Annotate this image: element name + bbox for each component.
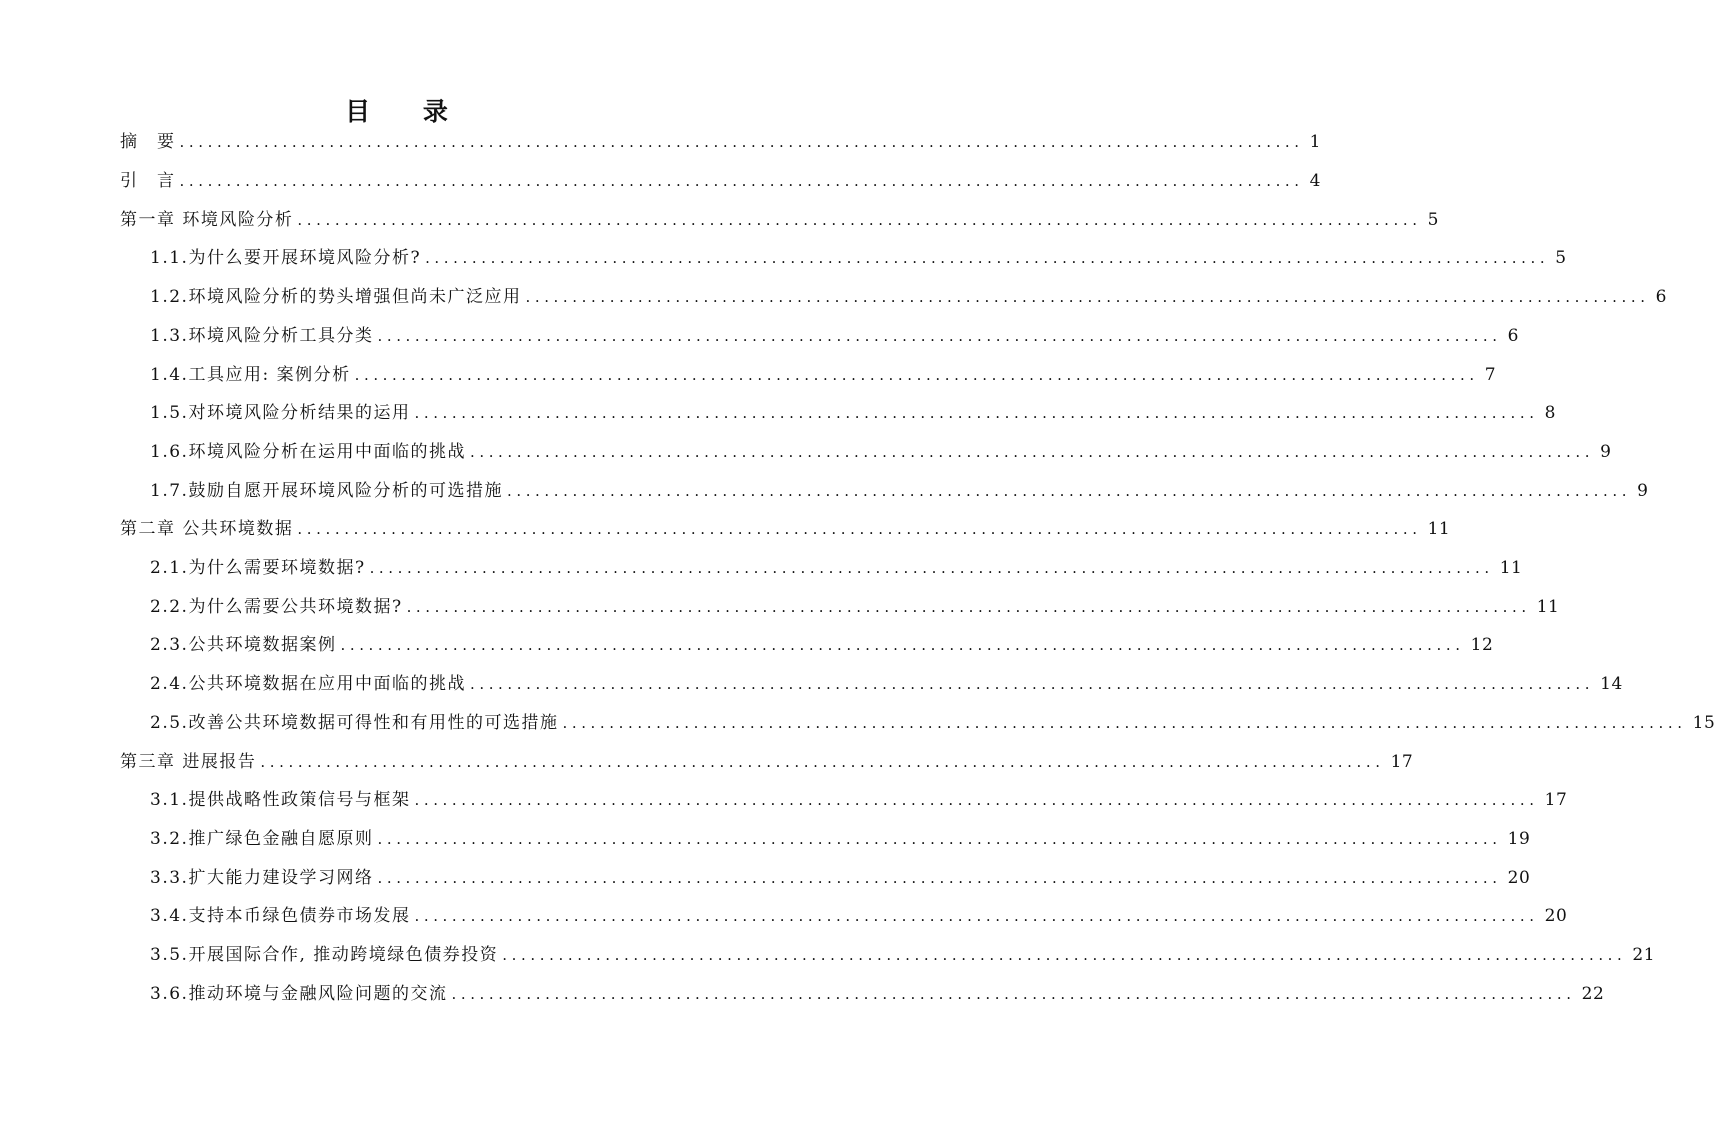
toc-entry-label: 1.4.工具应用: 案例分析 xyxy=(150,364,351,385)
toc-page-number: 9 xyxy=(1600,441,1612,462)
toc-page-number: 5 xyxy=(1555,248,1567,269)
toc-entry-label: 2.5.改善公共环境数据可得性和有用性的可选措施 xyxy=(150,712,559,733)
toc-page-number: 12 xyxy=(1470,635,1494,656)
toc-dot-leader: ........................................................................................................................ xyxy=(377,829,1502,848)
toc-dot-leader: ........................................................................................................................ xyxy=(502,946,1627,965)
toc-section-entry[interactable] xyxy=(150,858,1531,897)
toc-dot-leader: ........................................................................................................................ xyxy=(425,249,1550,268)
toc-section-entry[interactable] xyxy=(150,665,1623,704)
toc-chapter-entry[interactable] xyxy=(120,742,1414,781)
toc-dot-leader: ........................................................................................................................ xyxy=(340,636,1465,655)
toc-chapter-entry[interactable] xyxy=(120,123,1321,162)
toc-entry-label: 3.1.提供战略性政策信号与框架 xyxy=(150,790,411,811)
toc-entry-label: 1.2.环境风险分析的势头增强但尚未广泛应用 xyxy=(150,287,522,308)
toc-dot-leader: ........................................................................................................................ xyxy=(377,868,1502,887)
toc-entry-label: 引 言 xyxy=(120,171,176,192)
toc-entry-label: 2.3.公共环境数据案例 xyxy=(150,635,337,656)
toc-entry-label: 1.7.鼓励自愿开展环境风险分析的可选措施 xyxy=(150,480,503,501)
toc-page-number: 20 xyxy=(1544,906,1568,927)
toc-entry-label: 2.2.为什么需要公共环境数据? xyxy=(150,596,403,617)
toc-dot-leader: ........................................................................................................................ xyxy=(414,404,1539,423)
toc-section-entry[interactable] xyxy=(150,471,1649,510)
toc-dot-leader: ........................................................................................................................ xyxy=(525,288,1650,307)
toc-entry-label: 1.1.为什么要开展环境风险分析? xyxy=(150,248,422,269)
toc-page-number: 17 xyxy=(1390,751,1414,772)
toc-entry-label: 3.2.推广绿色金融自愿原则 xyxy=(150,828,374,849)
toc-dot-leader: ........................................................................................................................ xyxy=(354,365,1479,384)
toc-dot-leader: ........................................................................................................................ xyxy=(469,442,1595,461)
toc-page-number: 9 xyxy=(1637,480,1649,501)
toc-entry-label: 2.4.公共环境数据在应用中面临的挑战 xyxy=(150,674,466,695)
toc-dot-leader: ........................................................................................................................ xyxy=(406,597,1531,616)
toc-page-number: 17 xyxy=(1544,790,1568,811)
toc-page-number: 11 xyxy=(1499,558,1523,579)
toc-entry-label: 2.1.为什么需要环境数据? xyxy=(150,558,366,579)
toc-entry-label: 3.3.扩大能力建设学习网络 xyxy=(150,867,374,888)
toc-section-entry[interactable] xyxy=(150,278,1667,317)
toc-entry-label: 1.6.环境风险分析在运用中面临的挑战 xyxy=(150,441,466,462)
toc-section-entry[interactable] xyxy=(150,897,1568,936)
toc-entry-label: 第二章 公共环境数据 xyxy=(120,519,294,540)
toc-entry-label: 1.3.环境风险分析工具分类 xyxy=(150,325,374,346)
toc-dot-leader: ........................................................................................................................ xyxy=(562,713,1687,732)
toc-page-number: 21 xyxy=(1632,945,1656,966)
toc-page-number: 15 xyxy=(1692,712,1715,733)
toc-page-number: 7 xyxy=(1484,364,1497,385)
toc-dot-leader: ........................................................................................................................ xyxy=(260,752,1385,771)
toc-page-number: 1 xyxy=(1309,132,1321,153)
toc-page-number: 11 xyxy=(1427,519,1451,540)
toc-page-number: 20 xyxy=(1507,867,1531,888)
toc-chapter-entry[interactable] xyxy=(120,510,1451,549)
toc-entry-label: 3.5.开展国际合作, 推动跨境绿色债券投资 xyxy=(150,945,499,966)
toc-page-number: 22 xyxy=(1581,983,1605,1004)
toc-entry-label: 第三章 进展报告 xyxy=(120,751,257,772)
toc-page-number: 11 xyxy=(1536,596,1560,617)
toc-section-entry[interactable] xyxy=(150,936,1656,975)
toc-dot-leader: ........................................................................................................................ xyxy=(506,481,1632,500)
toc-section-entry[interactable] xyxy=(150,704,1715,743)
toc-dot-leader: ........................................................................................................................ xyxy=(179,172,1304,191)
toc-section-entry[interactable] xyxy=(150,626,1494,665)
toc-chapter-entry[interactable] xyxy=(120,162,1321,201)
toc-section-entry[interactable] xyxy=(150,239,1567,278)
toc-entry-label: 3.6.推动环境与金融风险问题的交流 xyxy=(150,983,448,1004)
toc-section-entry[interactable] xyxy=(150,587,1560,626)
toc-dot-leader: ........................................................................................................................ xyxy=(414,907,1539,926)
toc-dot-leader: ........................................................................................................................ xyxy=(414,791,1539,810)
toc-section-entry[interactable] xyxy=(150,974,1605,1013)
toc-dot-leader: ........................................................................................................................ xyxy=(297,210,1422,229)
toc-title: 目 录 xyxy=(345,97,470,126)
toc-section-entry[interactable] xyxy=(150,781,1568,820)
toc-section-entry[interactable] xyxy=(150,549,1523,588)
toc-page-number: 8 xyxy=(1544,403,1556,424)
toc-entry-label: 摘 要 xyxy=(120,132,176,153)
toc-dot-leader: ........................................................................................................................ xyxy=(377,326,1502,345)
toc-section-entry[interactable] xyxy=(150,394,1556,433)
toc-section-entry[interactable] xyxy=(150,433,1612,472)
toc-section-entry[interactable] xyxy=(150,820,1531,859)
toc-dot-leader: ........................................................................................................................ xyxy=(469,675,1595,694)
toc-chapter-entry[interactable] xyxy=(120,200,1439,239)
toc-section-entry[interactable] xyxy=(150,317,1519,356)
toc-dot-leader: ........................................................................................................................ xyxy=(369,559,1494,578)
toc-entry-label: 1.5.对环境风险分析结果的运用 xyxy=(150,403,411,424)
toc-entry-label: 3.4.支持本币绿色债券市场发展 xyxy=(150,906,411,927)
toc-entry-label: 第一章 环境风险分析 xyxy=(120,209,294,230)
toc-dot-leader: ........................................................................................................................ xyxy=(297,520,1422,539)
toc-page-number: 5 xyxy=(1427,209,1439,230)
toc-page-number: 19 xyxy=(1507,828,1531,849)
toc-page-number: 6 xyxy=(1507,325,1519,346)
toc-page-number: 6 xyxy=(1655,287,1667,308)
toc-page-number: 14 xyxy=(1600,674,1623,695)
toc-section-entry[interactable] xyxy=(150,355,1497,394)
toc-page-number: 4 xyxy=(1309,171,1321,192)
toc-dot-leader: ........................................................................................................................ xyxy=(179,133,1304,152)
toc-dot-leader: ........................................................................................................................ xyxy=(451,984,1576,1003)
